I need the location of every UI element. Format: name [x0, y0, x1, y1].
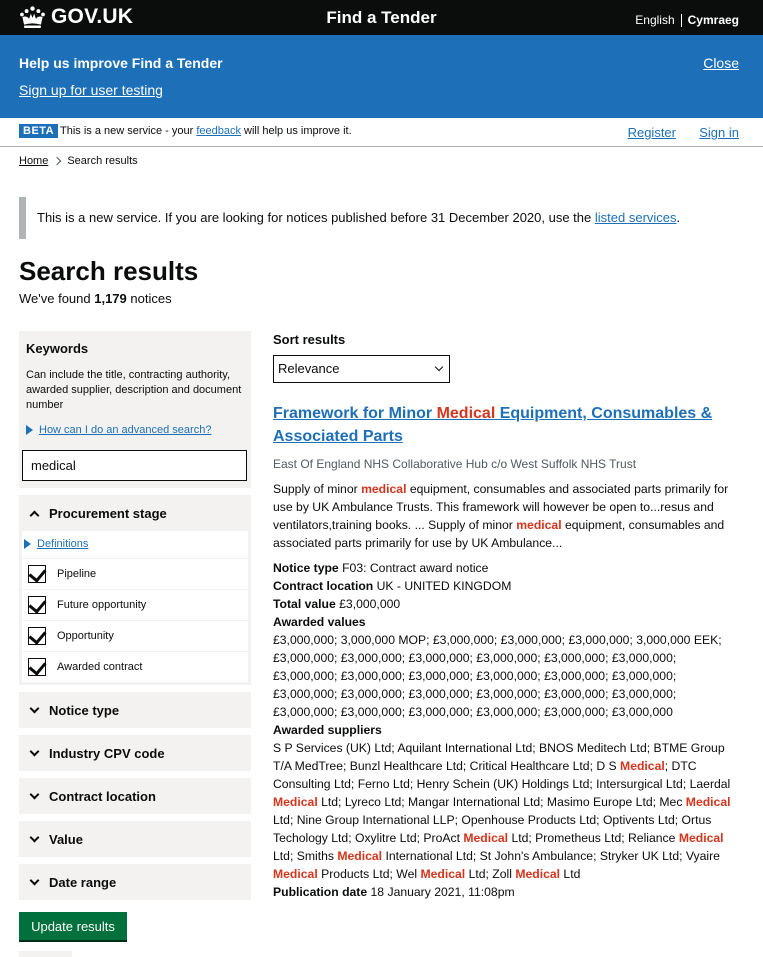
- beta-text-before: This is a new service - your: [60, 125, 197, 137]
- register-link[interactable]: Register: [627, 125, 676, 140]
- checkbox-label: Awarded contract: [57, 661, 143, 673]
- sort-select[interactable]: [273, 355, 450, 383]
- facet-notice-type-toggle[interactable]: [19, 692, 251, 728]
- improve-banner-title: Help us improve Find a Tender: [19, 55, 223, 71]
- checkbox-label: Opportunity: [57, 630, 114, 642]
- advanced-search-link[interactable]: How can I do an advanced search?: [39, 424, 212, 436]
- chevron-right-icon: [53, 157, 61, 165]
- triangle-right-icon: [26, 425, 33, 435]
- facet-procurement-stage: [19, 495, 251, 685]
- keywords-hint: Can include the title, contracting authority, awarded supplier, description and document number: [26, 369, 242, 411]
- govuk-header: [0, 0, 763, 35]
- sort-selected-value: Relevance: [278, 361, 340, 376]
- supplier-text: International Ltd; St John's Ambulance; Stryker UK Ltd; Vyaire: [382, 849, 720, 863]
- checkbox-opportunity[interactable]: [22, 620, 248, 651]
- desc-part: Supply of minor: [273, 482, 362, 496]
- keywords-title: Keywords: [26, 341, 89, 356]
- page-title: Search results: [19, 256, 199, 286]
- supplier-highlight: Medical: [463, 831, 509, 845]
- facet-value-toggle[interactable]: [19, 821, 251, 857]
- inset-notice: [19, 197, 739, 239]
- beta-tag: BETA: [19, 124, 58, 138]
- supplier-highlight: Medical: [273, 795, 318, 809]
- breadcrumb-home[interactable]: Home: [19, 155, 49, 167]
- supplier-highlight: Medical: [337, 849, 383, 863]
- chevron-down-icon: [30, 746, 40, 756]
- result-total-value: [273, 595, 733, 613]
- checkbox-label: Pipeline: [57, 568, 97, 580]
- breadcrumb-current: Search results: [67, 155, 138, 167]
- meta-value: 18 January 2021, 11:08pm: [370, 885, 515, 899]
- checkbox-checked-icon[interactable]: [28, 658, 46, 676]
- keywords-panel: [19, 331, 251, 488]
- lang-cymraeg[interactable]: Cymraeg: [687, 13, 739, 27]
- facet-cpv-toggle[interactable]: [19, 735, 251, 771]
- supplier-highlight: Medical: [420, 867, 466, 881]
- chevron-up-icon: [30, 510, 40, 520]
- close-banner-link[interactable]: Close: [703, 55, 739, 71]
- facet-procurement-stage-label: Procurement stage: [49, 505, 167, 521]
- service-name[interactable]: Find a Tender: [326, 8, 437, 27]
- checkbox-future-opportunity[interactable]: [22, 589, 248, 620]
- chevron-down-icon: [30, 789, 40, 799]
- checkbox-checked-icon[interactable]: [28, 565, 46, 583]
- result-title-part: Framework for Minor: [273, 405, 437, 422]
- facet-notice-type[interactable]: [19, 692, 251, 728]
- facet-label: Value: [49, 831, 83, 847]
- update-results-button[interactable]: Update results: [19, 912, 127, 940]
- supplier-highlight: Medical: [515, 867, 561, 881]
- checkbox-awarded-contract[interactable]: [22, 651, 248, 682]
- result-title-link[interactable]: [273, 402, 733, 448]
- sign-in-link[interactable]: Sign in: [699, 125, 739, 140]
- filters-sidebar: [19, 331, 251, 900]
- breadcrumb: [19, 155, 138, 167]
- supplier-text: S P Services (UK) Ltd; Aquilant International Ltd; BNOS Meditech Ltd; BTME Group T/A MedTree; Bunzl Healthcare Ltd; Critical Healthcare Ltd; D S: [273, 741, 725, 773]
- advanced-search-details[interactable]: [26, 424, 245, 436]
- beta-text: [60, 125, 352, 137]
- supplier-highlight: Medical: [273, 867, 318, 881]
- lang-english: English: [635, 13, 675, 27]
- meta-value: £3,000,000: [339, 597, 401, 611]
- search-result: [273, 402, 733, 901]
- improve-banner: [0, 35, 763, 118]
- result-title-part: Equipment, Consumables & Associated Parts: [273, 405, 713, 445]
- result-title-highlight: Medical: [436, 405, 496, 422]
- facet-value[interactable]: [19, 821, 251, 857]
- feedback-link[interactable]: feedback: [196, 125, 241, 137]
- result-contract-location: [273, 577, 733, 595]
- supplier-text: Ltd; Prometheus Ltd; Reliance: [508, 831, 679, 845]
- supplier-text: Ltd; Lyreco Ltd; Mangar International Ltd; Masimo Europe Ltd; Mec: [317, 795, 686, 809]
- results-count-prefix: We've found: [19, 291, 95, 306]
- checkbox-label: Future opportunity: [57, 599, 147, 611]
- result-notice-type: [273, 559, 733, 577]
- checkbox-pipeline[interactable]: [22, 558, 248, 589]
- sidebar-bottom-panel: [19, 951, 72, 957]
- definitions-link[interactable]: Definitions: [37, 538, 89, 550]
- meta-value: UK - UNITED KINGDOM: [376, 579, 512, 593]
- beta-text-after: will help us improve it.: [240, 125, 352, 137]
- facet-label: Contract location: [49, 788, 156, 804]
- meta-label: Publication date: [273, 885, 368, 899]
- result-authority: East Of England NHS Collaborative Hub c/o West Suffolk NHS Trust: [273, 457, 637, 471]
- chevron-down-icon: [30, 832, 40, 842]
- supplier-highlight: Medical: [620, 759, 665, 773]
- meta-value: F03: Contract award notice: [342, 561, 489, 575]
- triangle-right-icon: [24, 539, 31, 549]
- supplier-text: Ltd; Zoll: [465, 867, 516, 881]
- awarded-values-list: £3,000,000; 3,000,000 MOP; £3,000,000; £3,000,000; £3,000,000; 3,000,000 EEK; £3,000,000; £3,000,000; £3,000,000; £3,000,000; £3,000,000; £3,000,000; £3,000,000; £3,000,000; £3,000,000; £3,000,000; £3,000,000; £3,000,000; £3,000,000; £3,000,000; £3,000,000; £3,000,000; £3,000,000; £3,000,000; £3,000,000; £3,000,000; £3,000,000; £3,000,000; £3,000,000; £3,000,000: [273, 633, 722, 719]
- awarded-suppliers-list: [273, 739, 733, 883]
- meta-label: Total value: [273, 597, 336, 611]
- supplier-text: Ltd; Nine Group International LLP; Openhouse Products Ltd; Optivents Ltd; Ortus Techology Ltd; Oxylitre Ltd; ProAct: [273, 813, 712, 845]
- result-awarded-suppliers: [273, 721, 733, 739]
- facet-date-range-toggle[interactable]: [19, 864, 251, 900]
- desc-highlight: medical: [516, 518, 562, 532]
- definitions-details[interactable]: [22, 534, 248, 558]
- govuk-logo-text: GOV.UK: [51, 5, 134, 28]
- facet-label: Notice type: [49, 702, 120, 718]
- supplier-text: ; DTC Consulting Ltd; Ferno Ltd; Henry Schein (UK) Holdings Ltd; Intersurgical Ltd; Laerdal: [273, 759, 731, 791]
- supplier-text: Ltd; Smiths: [273, 849, 338, 863]
- language-switcher: [635, 13, 739, 27]
- inset-text-before: This is a new service. If you are looking for notices published before 31 December 2020, use the: [37, 210, 595, 225]
- sort-label: Sort results: [273, 332, 346, 347]
- facet-procurement-stage-toggle[interactable]: [19, 495, 251, 531]
- results-count-suffix: notices: [126, 291, 172, 306]
- facet-contract-location[interactable]: [19, 778, 251, 814]
- facet-label: Date range: [49, 874, 117, 890]
- facet-industry-cpv-code[interactable]: [19, 735, 251, 771]
- keywords-input[interactable]: [22, 450, 247, 481]
- desc-part: equipment, consumables and associated parts primarily for use by UK Ambulance Trusts. This framework will however be open to...resus and ventilators,training books. ... Supply of minor: [273, 482, 729, 532]
- phase-banner: [0, 118, 763, 147]
- meta-label: Notice type: [273, 561, 339, 575]
- checkbox-checked-icon[interactable]: [28, 596, 46, 614]
- supplier-text: Products Ltd; Wel: [317, 867, 421, 881]
- results-count: [19, 291, 172, 306]
- meta-label: Awarded suppliers: [273, 723, 382, 737]
- inset-text-after: .: [676, 210, 681, 225]
- lang-separator: [681, 14, 682, 27]
- result-awarded-values: [273, 613, 733, 631]
- facet-date-range[interactable]: [19, 864, 251, 900]
- result-description: [273, 480, 733, 552]
- meta-label: Awarded values: [273, 615, 366, 629]
- chevron-down-icon: [30, 875, 40, 885]
- chevron-down-icon: [30, 703, 40, 713]
- facet-location-toggle[interactable]: [19, 778, 251, 814]
- supplier-text: Ltd: [560, 867, 581, 881]
- supplier-highlight: Medical: [685, 795, 731, 809]
- user-testing-signup-link[interactable]: Sign up for user testing: [19, 82, 163, 98]
- result-publication-date: [273, 883, 733, 901]
- facet-label: Industry CPV code: [49, 745, 165, 761]
- desc-part: equipment, consumables and associated parts primarily for use by UK Ambulance...: [273, 518, 725, 550]
- results-count-number: 1,179: [94, 291, 127, 306]
- supplier-highlight: Medical: [678, 831, 724, 845]
- meta-label: Contract location: [273, 579, 374, 593]
- checkbox-checked-icon[interactable]: [28, 627, 46, 645]
- chevron-down-icon: [435, 363, 443, 371]
- desc-highlight: medical: [361, 482, 407, 496]
- listed-services-link[interactable]: listed services: [594, 210, 677, 225]
- procurement-stage-options: [22, 531, 248, 682]
